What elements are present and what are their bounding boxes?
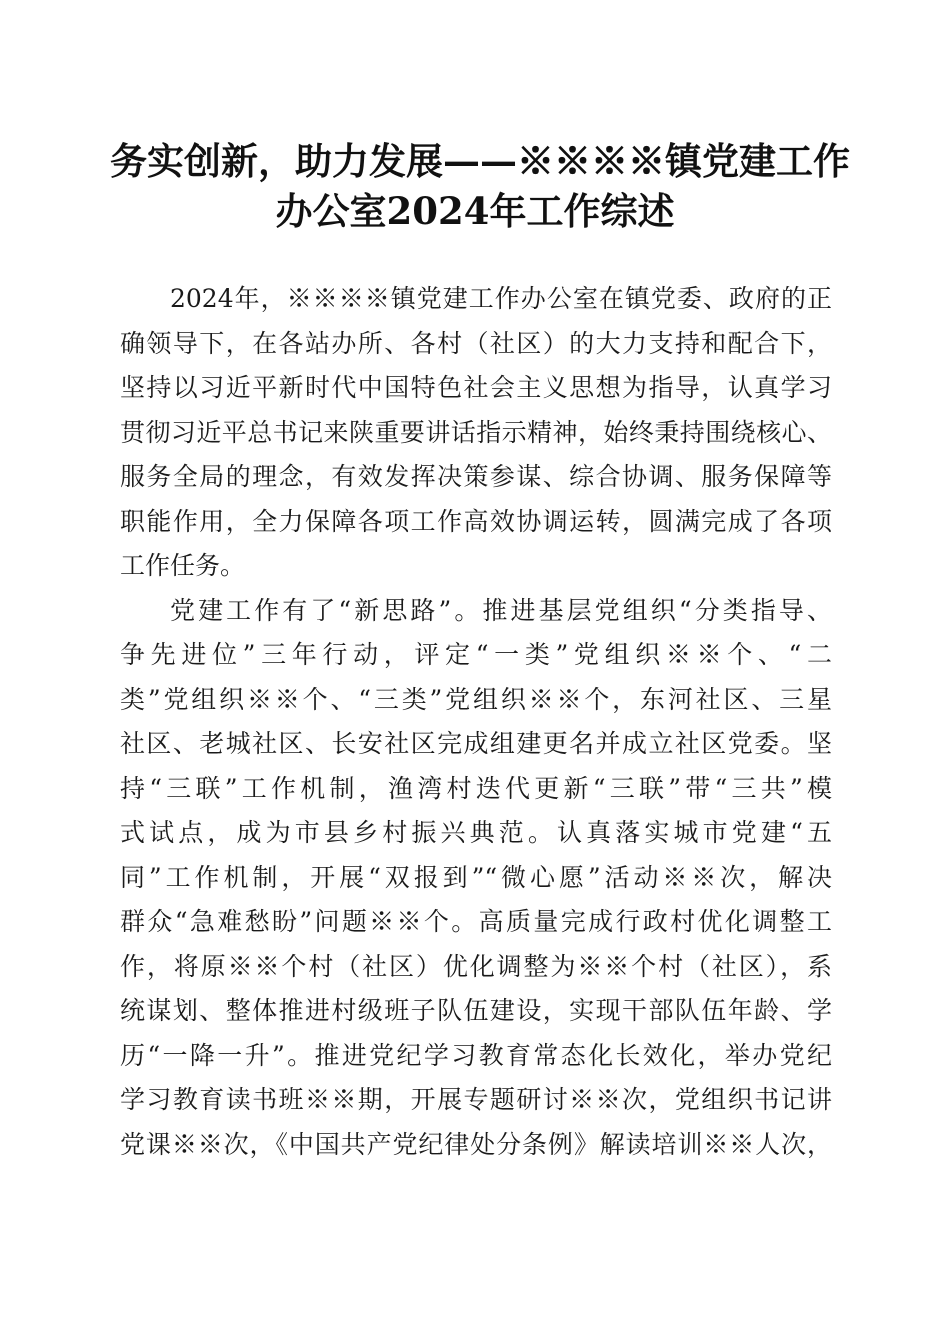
document-title [110,136,850,236]
text-line: 作，将原※※个村（社区）优化调整为※※个村（社区），系 [120,951,832,981]
text-line: 社区、老城社区、长安社区完成组建更名并成立社区党委。坚 [120,729,832,758]
text-line: 贯彻习近平总书记来陕重要讲话指示精神，始终秉持围绕核心、 [120,417,832,447]
text-line: 争先进位”三年行动，评定“一类”党组织※※个、“二 [120,640,832,669]
text-line: 坚持以习近平新时代中国特色社会主义思想为指导，认真学习 [120,373,832,402]
text-line: 党课※※次，《中国共产党纪律处分条例》解读培训※※人次， [120,1129,832,1159]
text-line: 同”工作机制，开展“双报到”“微心愿”活动※※次，解决 [120,862,832,892]
text-line: 持“三联”工作机制，渔湾村迭代更新“三联”带“三共”模 [120,773,832,803]
text-line: 职能作用，全力保障各项工作高效协调运转，圆满完成了各项 [120,506,832,536]
text-line: 统谋划、整体推进村级班子队伍建设，实现干部队伍年龄、学 [120,996,832,1025]
text-line: 党建工作有了“新思路”。推进基层党组织“分类指导、 [170,595,832,625]
text-line: 群众“急难愁盼”问题※※个。高质量完成行政村优化调整工 [120,907,832,936]
text-line: 类”党组织※※个、“三类”党组织※※个，东河社区、三星 [120,684,832,714]
paragraph-intro [120,277,832,589]
text-line: 历“一降一升”。推进党纪学习教育常态化长效化，举办党纪 [120,1040,832,1070]
text-line: 工作任务。 [120,551,246,580]
text-line: 确领导下，在各站办所、各村（社区）的大力支持和配合下， [120,328,832,358]
text-line: 服务全局的理念，有效发挥决策参谋、综合协调、服务保障等 [120,462,832,491]
text-line: 2024年，※※※※镇党建工作办公室在镇党委、政府的正 [170,284,832,313]
title-line: 办公室2024年工作综述 [275,189,675,233]
text-line: 式试点，成为市县乡村振兴典范。认真落实城市党建“五 [120,818,832,847]
text-line: 学习教育读书班※※期，开展专题研讨※※次，党组织书记讲 [120,1085,832,1114]
paragraph-party-building [120,589,832,1168]
document-body [120,277,832,1167]
title-line: 务实创新，助力发展——※※※※镇党建工作 [110,139,850,183]
